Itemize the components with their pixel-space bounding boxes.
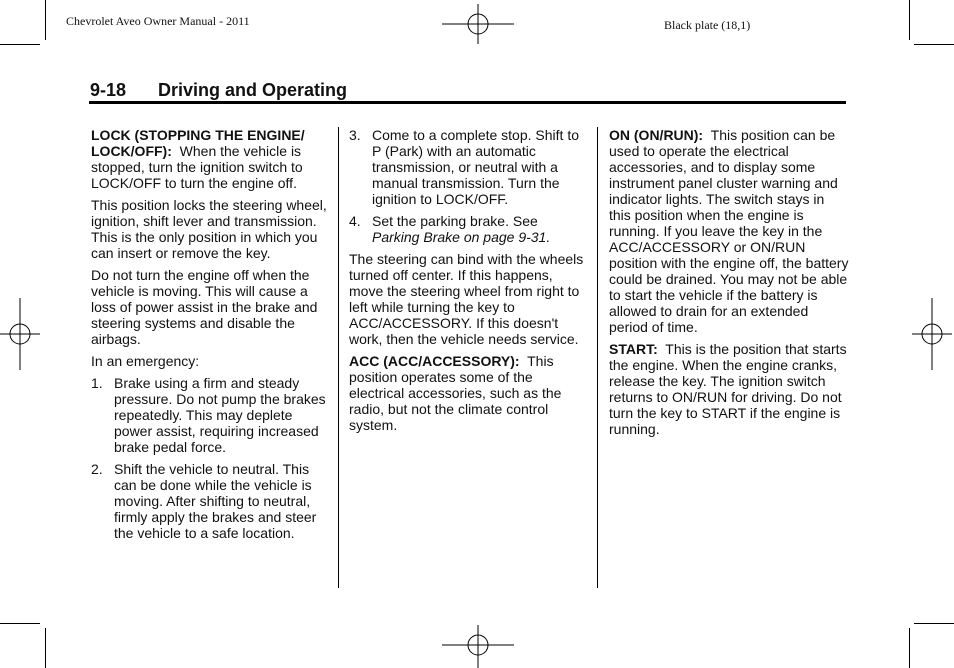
list-item <box>349 213 589 245</box>
paragraph <box>349 353 589 433</box>
list-number: 4. <box>349 213 361 229</box>
column-1 <box>91 127 327 547</box>
registration-mark-icon <box>442 625 514 668</box>
plate-label: Black plate (18,1) <box>664 18 751 32</box>
page-number: 9-18 <box>90 80 127 100</box>
list-text: Set the parking brake. See <box>372 213 538 229</box>
list-number: 1. <box>91 375 103 391</box>
term-on: ON (ON/RUN): <box>609 127 704 143</box>
column-3 <box>609 127 849 443</box>
paragraph-text: This position can be used to operate the electrical accessories, and to display some instrument panel cluster warning and indicator lights. The switch stays in this position when the engine is running. If you leave the key in the ACC/ACCESSORY or ON/RUN position with the engine off, the battery could be drained. You may not be able to start the vehicle if the battery is allowed to drain for an extended period of time. <box>609 127 849 335</box>
list-text: Shift the vehicle to neutral. This can be done while the vehicle is moving. After shifting to neutral, firmly apply the brakes and steer the vehicle to a safe location. <box>114 461 317 541</box>
paragraph <box>609 127 849 335</box>
paragraph-text: This position operates some of the electrical accessories, such as the radio, but not the climate control system. <box>349 353 562 433</box>
section-title: Driving and Operating <box>158 80 348 100</box>
term-start: START: <box>609 341 658 357</box>
manual-title: Chevrolet Aveo Owner Manual - 2011 <box>66 14 250 28</box>
crop-mark <box>909 628 910 668</box>
column-divider <box>597 127 598 588</box>
paragraph <box>91 127 327 191</box>
list-item <box>349 127 589 207</box>
header-rule <box>89 101 846 104</box>
list-text: Come to a complete stop. Shift to P (Park) with an automatic transmission, or neutral with a manual transmission. Turn the ignition to LOCK/OFF. <box>372 127 579 207</box>
paragraph: In an emergency: <box>91 353 200 369</box>
crop-mark <box>45 0 46 40</box>
crop-mark <box>914 44 954 45</box>
cross-reference-link[interactable]: Parking Brake on page 9-31. <box>372 229 551 245</box>
term-acc: ACC (ACC/ACCESSORY): <box>349 353 520 369</box>
column-2 <box>349 127 589 439</box>
list-number: 2. <box>91 461 103 477</box>
list-item <box>91 375 327 455</box>
registration-mark-icon <box>912 298 952 370</box>
paragraph-text: When the vehicle is stopped, turn the ignition switch to LOCK/OFF to turn the engine off. <box>91 143 303 191</box>
list-number: 3. <box>349 127 361 143</box>
crop-mark <box>0 623 40 624</box>
crop-mark <box>0 44 40 45</box>
paragraph-text: This is the position that starts the engine. When the engine cranks, release the key. The ignition switch returns to ON/RUN for driving. Do not turn the key to START if the engine is running. <box>609 341 847 437</box>
registration-mark-icon <box>442 4 514 44</box>
paragraph: The steering can bind with the wheels turned off center. If this happens, move the steering wheel from right to left while turning the key to ACC/ACCESSORY. If this doesn't work, then the vehicle needs service. <box>349 251 584 347</box>
column-divider <box>338 127 339 588</box>
paragraph <box>609 341 849 437</box>
list-text: Brake using a firm and steady pressure. Do not pump the brakes repeatedly. This may deplete power assist, requiring increased brake pedal force. <box>114 375 326 455</box>
crop-mark <box>914 623 954 624</box>
crop-mark <box>45 628 46 668</box>
paragraph: Do not turn the engine off when the vehicle is moving. This will cause a loss of power assist in the brake and steering systems and disable the airbags. <box>91 267 318 347</box>
crop-mark <box>909 0 910 40</box>
term-lock: LOCK (STOPPING THE ENGINE/ LOCK/OFF): <box>91 127 305 159</box>
list-item <box>91 461 327 541</box>
paragraph: This position locks the steering wheel, ignition, shift lever and transmission. This is the only position in which you can insert or remove the key. <box>91 197 327 261</box>
registration-mark-icon <box>0 298 40 370</box>
